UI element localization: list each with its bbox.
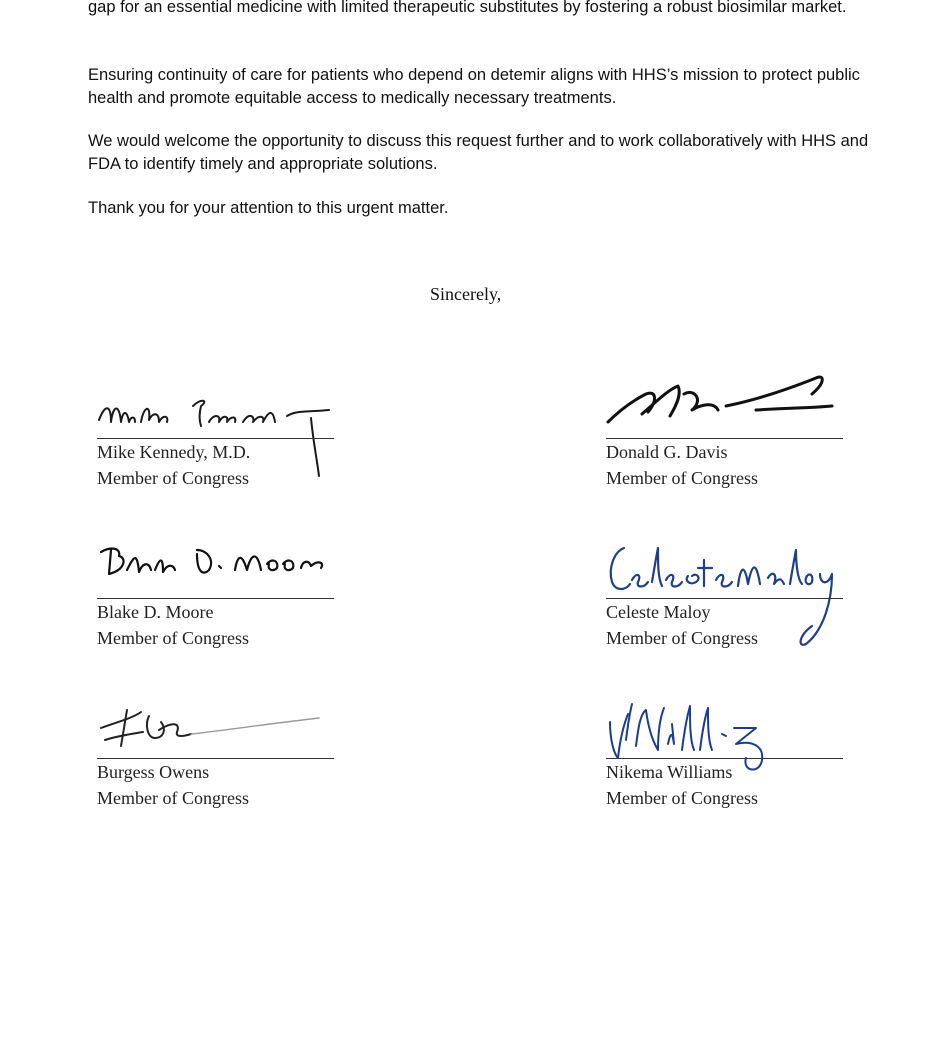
signatory-name: Nikema Williams bbox=[606, 762, 733, 782]
signature-line bbox=[606, 438, 843, 439]
signatory-title: Member of Congress bbox=[97, 788, 249, 808]
signature-line bbox=[606, 598, 843, 599]
closing-salutation: Sincerely, bbox=[430, 284, 502, 304]
signatory-title: Member of Congress bbox=[97, 628, 249, 648]
signature-line bbox=[97, 598, 334, 599]
paragraph-biosimilar-market: gap for an essential medicine with limited therapeutic substitutes by fostering a robust biosimilar market. bbox=[88, 0, 847, 16]
signatory-name: Blake D. Moore bbox=[97, 602, 214, 622]
signatory-title: Member of Congress bbox=[606, 788, 758, 808]
paragraph-welcome-discussion: We would welcome the opportunity to discuss this request further and to work collaboratively with HHS and FDA to identify timely and appropriate solutions. bbox=[88, 132, 869, 173]
handwritten-signature-moore bbox=[97, 540, 337, 595]
signatory-name: Mike Kennedy, M.D. bbox=[97, 442, 251, 462]
signatory-name: Donald G. Davis bbox=[606, 442, 728, 462]
paragraph-continuity-of-care: Ensuring continuity of care for patients who depend on detemir aligns with HHS’s mission to protect public health and promote equitable access to medically necessary treatments. bbox=[88, 66, 860, 107]
handwritten-signature-owens bbox=[97, 700, 337, 760]
signature-line bbox=[97, 758, 334, 759]
signatory-name: Burgess Owens bbox=[97, 762, 210, 782]
signatory-title: Member of Congress bbox=[606, 628, 758, 648]
signatory-name: Celeste Maloy bbox=[606, 602, 711, 622]
signatory-title: Member of Congress bbox=[606, 468, 758, 488]
paragraph-thank-you: Thank you for your attention to this urgent matter. bbox=[88, 199, 449, 217]
signatory-title: Member of Congress bbox=[97, 468, 249, 488]
signature-line bbox=[606, 758, 843, 759]
handwritten-signature-davis bbox=[606, 360, 846, 440]
handwritten-signature-kennedy bbox=[97, 380, 342, 480]
signature-line bbox=[97, 438, 334, 439]
